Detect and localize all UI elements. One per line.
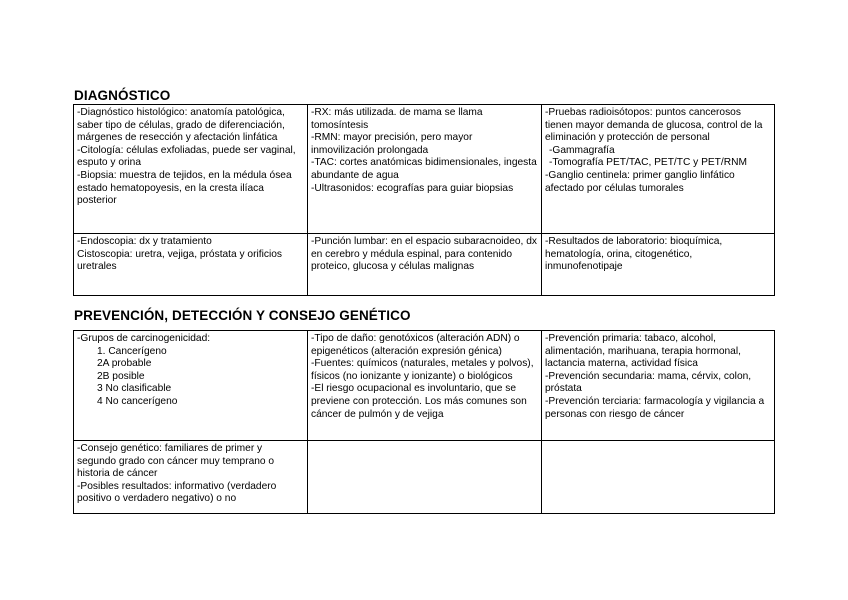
cell-text: -Prevención secundaria: mama, cérvix, colon, próstata [545, 370, 752, 395]
diagnostico-table [73, 104, 775, 296]
cell-text: 3 No clasificable [97, 383, 172, 395]
cell-text: -Ultrasonidos: ecografías para guiar biopsias [311, 182, 514, 194]
cell-text: -Citología: células exfoliadas, puede ser vaginal, esputo y orina [77, 144, 296, 169]
table-row [74, 234, 775, 296]
table-cell [542, 331, 775, 441]
cell-text: 4 No cancerígeno [97, 395, 178, 407]
cell-text: -Tipo de daño: genotóxicos (alteración ADN) o epigenéticos (alteración expresión génica) [311, 333, 520, 357]
cell-text: 2B posible [97, 370, 145, 382]
cell-text: -Ganglio centinela: primer ganglio linfático afectado por células tumorales [545, 169, 735, 194]
cell-text: -Fuentes: químicos (naturales, metales y polvos), físicos (no ionizante y ionizante) o biológicos [311, 358, 534, 382]
section-title-prevencion: PREVENCIÓN, DETECCIÓN Y CONSEJO GENÉTICO [74, 308, 411, 323]
cell-text: -Consejo genético: familiares de primer y segundo grado con cáncer muy temprano o historia de cáncer [77, 443, 275, 480]
cell-text: -Diagnóstico histológico: anatomía patológica, saber tipo de células, grado de diferenciación, márgenes de resección y afectación linfática [77, 107, 285, 144]
table-row [74, 331, 775, 441]
cell-text: 2A probable [97, 358, 152, 370]
cell-text: -Pruebas radioisótopos: puntos cancerosos tienen mayor demanda de glucosa, control de la eliminación y protección de personal [545, 107, 763, 144]
table-cell [542, 234, 775, 296]
cell-text: -Grupos de carcinogenicidad: [77, 333, 211, 344]
cell-text: -Posibles resultados: informativo (verdadero positivo o verdadero negativo) o no [77, 480, 277, 505]
table-cell-empty [308, 441, 542, 514]
table-row [74, 105, 775, 234]
cell-text: -RX: más utilizada. de mama se llama tomosíntesis [311, 107, 483, 131]
table-cell-empty [542, 441, 775, 514]
cell-text: -RMN: mayor precisión, pero mayor inmovilización prolongada [311, 132, 473, 156]
cell-text: -Endoscopia: dx y tratamiento [77, 236, 212, 247]
prevencion-table [73, 330, 775, 514]
table-cell [308, 105, 542, 234]
table-cell [308, 234, 542, 296]
table-row [74, 441, 775, 514]
cell-text: 1. Cancerígeno [97, 345, 167, 357]
table-cell [74, 234, 308, 296]
cell-text: Cistoscopia: uretra, vejiga, próstata y orificios uretrales [77, 248, 282, 273]
cell-text: -Resultados de laboratorio: bioquímica, hematología, orina, citogenético, inmunofenotipaje [545, 236, 723, 273]
cell-text: -Gammagrafía [549, 144, 615, 156]
table-cell [308, 331, 542, 441]
cell-text: -Prevención terciaria: farmacología y vigilancia a personas con riesgo de cáncer [545, 395, 765, 420]
cell-text: -Prevención primaria: tabaco, alcohol, alimentación, marihuana, terapia hormonal, lactancia materna, actividad física [545, 333, 741, 370]
cell-text: -Punción lumbar: en el espacio subaracnoideo, dx en cerebro y médula espinal, para contenido proteico, glucosa y células malignas [311, 236, 537, 273]
section-title-diagnostico: DIAGNÓSTICO [74, 88, 171, 103]
table-cell [542, 105, 775, 234]
table-cell [74, 105, 308, 234]
cell-text: -Biopsia: muestra de tejidos, en la médula ósea estado hematopoyesis, en la cresta ilíaca posterior [77, 169, 292, 207]
cell-text: -TAC: cortes anatómicas bidimensionales, ingesta abundante de agua [311, 157, 537, 181]
table-cell [74, 441, 308, 514]
cell-text: -El riesgo ocupacional es involuntario, que se previene con protección. Los más comunes son cáncer de pulmón y de vejiga [311, 383, 527, 420]
table-cell [74, 331, 308, 441]
cell-text: -Tomografía PET/TAC, PET/TC y PET/RNM [549, 157, 747, 169]
